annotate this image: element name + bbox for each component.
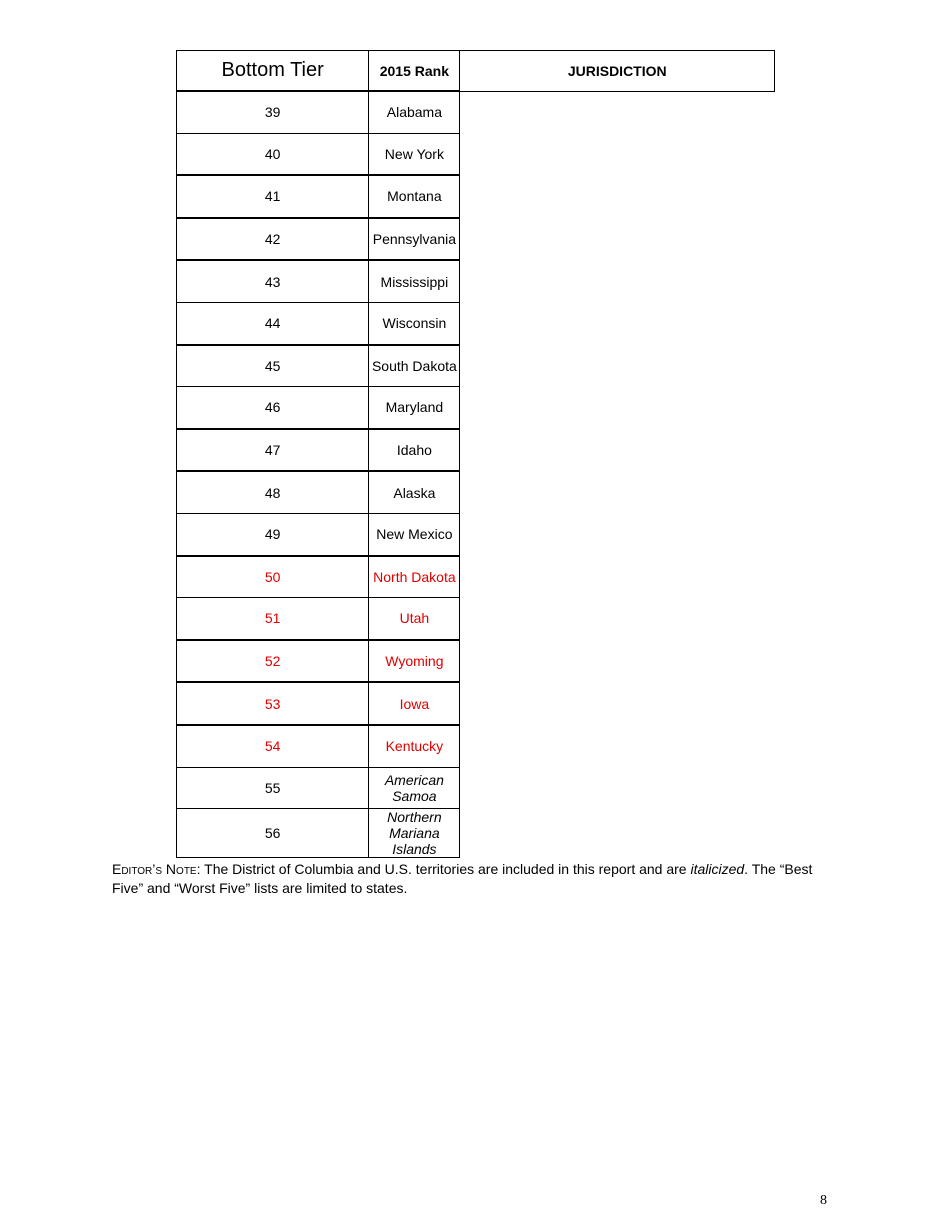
table-row bbox=[177, 218, 775, 261]
jurisdiction-column-header: JURISDICTION bbox=[460, 51, 775, 92]
rank-cell: 52 bbox=[177, 640, 369, 683]
rank-cell: 47 bbox=[177, 429, 369, 472]
jurisdiction-cell: American Samoa bbox=[369, 767, 460, 809]
editor-note-text-after: . The “Best Five” and “Worst Five” lists are limited to states. bbox=[112, 861, 813, 896]
rank-cell: 55 bbox=[177, 767, 369, 809]
tier-label: Bottom Tier bbox=[177, 51, 369, 92]
table-row bbox=[177, 387, 775, 429]
table-header-row bbox=[177, 51, 775, 92]
rank-cell: 45 bbox=[177, 345, 369, 387]
jurisdiction-cell: North Dakota bbox=[369, 556, 460, 598]
editor-note bbox=[112, 860, 842, 898]
rank-cell: 48 bbox=[177, 471, 369, 513]
jurisdiction-cell: Alaska bbox=[369, 471, 460, 513]
jurisdiction-cell: Utah bbox=[369, 598, 460, 640]
jurisdiction-cell: Idaho bbox=[369, 429, 460, 472]
rank-cell: 40 bbox=[177, 133, 369, 175]
editor-note-label: Editor’s Note bbox=[112, 861, 197, 877]
table-row bbox=[177, 471, 775, 513]
rank-cell: 46 bbox=[177, 387, 369, 429]
table-row bbox=[177, 640, 775, 683]
rank-cell: 42 bbox=[177, 218, 369, 261]
table-row bbox=[177, 556, 775, 598]
table-row bbox=[177, 345, 775, 387]
jurisdiction-cell: Montana bbox=[369, 175, 460, 218]
table-row bbox=[177, 809, 775, 858]
table-row bbox=[177, 682, 775, 725]
rank-cell: 49 bbox=[177, 513, 369, 555]
jurisdiction-cell: Pennsylvania bbox=[369, 218, 460, 261]
table-row bbox=[177, 725, 775, 767]
jurisdiction-cell: New York bbox=[369, 133, 460, 175]
jurisdiction-cell: Alabama bbox=[369, 91, 460, 133]
rank-cell: 43 bbox=[177, 260, 369, 302]
jurisdiction-cell: Wisconsin bbox=[369, 302, 460, 344]
table-row bbox=[177, 133, 775, 175]
rank-column-header: 2015 Rank bbox=[369, 51, 460, 92]
ranking-table bbox=[176, 50, 775, 858]
rank-cell: 54 bbox=[177, 725, 369, 767]
jurisdiction-cell: New Mexico bbox=[369, 513, 460, 555]
page-number: 8 bbox=[820, 1193, 827, 1208]
jurisdiction-cell: South Dakota bbox=[369, 345, 460, 387]
jurisdiction-cell: Iowa bbox=[369, 682, 460, 725]
editor-note-text-before: : The District of Columbia and U.S. territories are included in this report and are bbox=[196, 861, 691, 877]
table-row bbox=[177, 175, 775, 218]
jurisdiction-cell: Northern Mariana Islands bbox=[369, 809, 460, 858]
table-row bbox=[177, 513, 775, 555]
rank-cell: 39 bbox=[177, 91, 369, 133]
table-row bbox=[177, 598, 775, 640]
table-row bbox=[177, 91, 775, 133]
rank-cell: 51 bbox=[177, 598, 369, 640]
jurisdiction-cell: Wyoming bbox=[369, 640, 460, 683]
rank-cell: 56 bbox=[177, 809, 369, 858]
table-row bbox=[177, 302, 775, 344]
rank-cell: 41 bbox=[177, 175, 369, 218]
rank-cell: 44 bbox=[177, 302, 369, 344]
jurisdiction-cell: Mississippi bbox=[369, 260, 460, 302]
table-row bbox=[177, 260, 775, 302]
table-row bbox=[177, 429, 775, 472]
rank-cell: 50 bbox=[177, 556, 369, 598]
editor-note-italic-word: italicized bbox=[690, 861, 745, 877]
table-body bbox=[177, 91, 775, 858]
jurisdiction-cell: Kentucky bbox=[369, 725, 460, 767]
jurisdiction-cell: Maryland bbox=[369, 387, 460, 429]
table-row bbox=[177, 767, 775, 809]
rank-cell: 53 bbox=[177, 682, 369, 725]
